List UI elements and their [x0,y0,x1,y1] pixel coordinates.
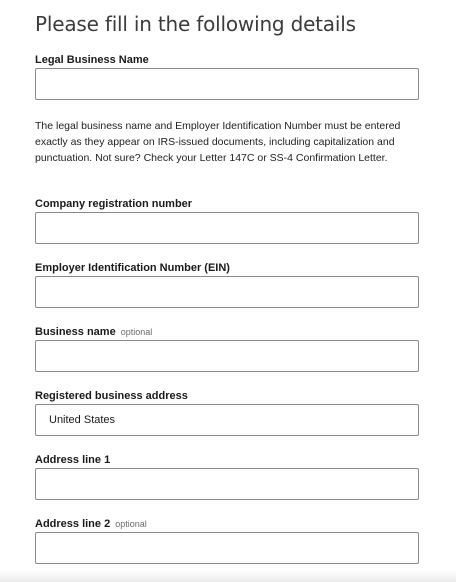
legal-business-name-input[interactable] [35,68,419,100]
bottom-fade [0,570,456,582]
address-line-1-label [35,454,110,466]
business-name-label [35,326,152,338]
address-line-2-label [35,518,147,530]
registered-business-address-label [35,390,188,402]
company-registration-number-label-text: Company registration number [35,198,193,210]
ein-label [35,262,230,274]
ein-label-text: Employer Identification Number (EIN) [35,262,230,274]
company-registration-number-input[interactable] [35,212,419,244]
ein-input[interactable] [35,276,419,308]
registered-business-address-input[interactable] [35,404,419,436]
address-line-1-input[interactable] [35,468,419,500]
optional-tag: optional [115,519,147,529]
business-name-input[interactable] [35,340,419,372]
company-registration-number-label [35,198,192,210]
registered-business-address-label-text: Registered business address [35,390,188,402]
business-name-label-text: Business name [35,326,116,338]
legal-business-name-label-text: Legal Business Name [35,54,149,66]
legal-business-name-label [35,54,149,66]
optional-tag: optional [120,327,153,337]
page-title: Please fill in the following details [35,12,356,36]
address-line-2-input[interactable] [35,532,419,564]
legal-name-helper-text: The legal business name and Employer Identification Number must be entered exactly as they appear on IRS-issued documents, including capitalization and punctuation. Not sure? Check your Letter 147C or SS-4 Confirmation Letter. [35,120,401,164]
address-line-1-label-text: Address line 1 [35,454,111,466]
address-line-2-label-text: Address line 2 [35,518,111,530]
